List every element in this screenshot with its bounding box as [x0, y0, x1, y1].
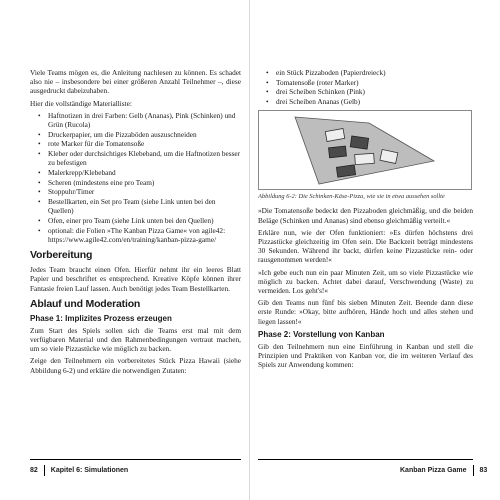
paragraph-3: »Ich gebe euch nun ein paar Minuten Zeit, um so viele Pizzastücke wie möglich zu backen. Achtet dabei darauf, Verschwendung (Waste) zu vermeiden. Los geht's!«	[258, 267, 473, 295]
phase1-paragraph-2: Zeige den Teilnehmern ein vorbereitetes Stück Pizza Hawaii (siehe Abbildung 6-2) und erkläre die notwendigen Zutaten:	[30, 356, 241, 375]
list-item: • Ofen, einer pro Team (siehe Link unten bei den Quellen)	[38, 216, 241, 225]
phase2-paragraph: Gib den Teilnehmern nun eine Einführung in Kanban und stell die Prinzipien und Praktiken von Kanban vor, die im weiteren Verlauf des Spiels zur Anwendung kommen:	[258, 341, 473, 370]
right-page	[258, 68, 473, 458]
section-heading-vorbereitung: Vorbereitung	[30, 249, 93, 262]
topping-slice	[329, 146, 347, 158]
paragraph-2: Erkläre nun, wie der Ofen funktioniert: »Es dürfen höchstens drei Pizzastücke gleichzeitig im Ofen sein. Die Backzeit beträgt mindestens 30 Sekunden. Während ihr backt, dürfen keine Pizzastücke rein- oder rausgenommen werden!«	[258, 227, 473, 265]
chapter-title: Kapitel 6: Simulationen	[50, 466, 129, 474]
list-item: • Stoppuhr/Timer	[38, 187, 241, 196]
page-number-left: 82	[30, 466, 38, 474]
list-item: • Scheren (mindestens eine pro Team)	[38, 178, 241, 187]
phase2-heading: Phase 2: Vorstellung von Kanban	[258, 329, 385, 339]
list-item: • ein Stück Pizzaboden (Papierdreieck)	[266, 68, 473, 77]
running-title: Kanban Pizza Game	[400, 466, 467, 474]
phase1-heading: Phase 1: Implizites Prozess erzeugen	[30, 313, 172, 323]
paragraph-4: Gib den Teams nun fünf bis sieben Minuten Zeit. Beende dann diese erste Runde: »Okay, bitte aufhören, Hände hoch und alles stehen und liegen lassen!«	[258, 298, 473, 326]
list-item: • Druckerpapier, um die Pizzaböden auszuschneiden	[38, 130, 241, 139]
left-page	[30, 68, 241, 458]
materials-list	[38, 111, 241, 244]
list-item: • optional: die Folien »The Kanban Pizza Game« von agile42: https://www.agile42.com/en/training/kanban-pizza-game/	[38, 226, 241, 244]
phase1-paragraph-1: Zum Start des Spiels sollen sich die Teams erst mal mit dem verfügbaren Material und den Rahmenbedingungen vertraut machen, um so viele Pizzastücke wie möglich zu backen.	[30, 325, 241, 354]
topping-slice	[350, 136, 368, 149]
footer-separator	[473, 465, 474, 476]
material-list-intro: Hier die vollständige Materialliste:	[30, 98, 132, 108]
list-item: • Tomatensoße (roter Marker)	[266, 78, 473, 87]
list-item: • Kleber oder durchsichtiges Klebeband, um die Haftnotizen besser zu befestigen	[38, 149, 241, 167]
left-footer	[30, 463, 128, 477]
list-item: • rote Marker für die Tomatensoße	[38, 139, 241, 148]
footer-separator	[44, 465, 45, 476]
list-item: • Haftnotizen in drei Farben: Gelb (Ananas), Pink (Schinken) und Grün (Rucola)	[38, 111, 241, 129]
list-item: • Bestellkarten, ein Set pro Team (siehe Link unten bei den Quellen)	[38, 197, 241, 215]
list-item: • drei Scheiben Schinken (Pink)	[266, 87, 473, 96]
section-heading-ablauf: Ablauf und Moderation	[30, 297, 141, 310]
page-gutter	[249, 0, 250, 500]
figure-caption: Abbildung 6-2: Die Schinken-Käse-Pizza, wie sie in etwa aussehen sollte	[258, 193, 445, 201]
list-item: • Malerkrepp/Klebeband	[38, 168, 241, 177]
list-item: • drei Scheiben Ananas (Gelb)	[266, 97, 473, 106]
vorbereitung-paragraph: Jedes Team braucht einen Ofen. Hierfür nehmt ihr ein leeres Blatt Papier und beschriftet es entsprechend. Kreative Köpfe können ihrer Fantasie freien Lauf lassen. Auch benötigt jedes Team Bestellkarten.	[30, 265, 241, 293]
pizza-slice-illustration	[259, 111, 471, 189]
pizza-figure	[258, 110, 472, 190]
intro-paragraph: Viele Teams mögen es, die Anleitung nachlesen zu können. Es schadet also nie – insbesondere bei einer größeren Anzahl Teilnehmer –, diese ausgedruckt dabeizuhaben.	[30, 68, 241, 96]
pizza-base	[295, 117, 434, 184]
paragraph-1: »Die Tomatensoße bedeckt den Pizzaboden gleichmäßig, und die beiden Beläge (Schinken und Ananas) sind ebenso gleichmäßig verteilt.«	[258, 206, 473, 225]
topping-slice	[355, 154, 375, 165]
right-footer	[400, 463, 487, 477]
page-number-right: 83	[479, 466, 488, 474]
ingredients-list	[266, 68, 473, 106]
topping-slice	[336, 165, 355, 177]
